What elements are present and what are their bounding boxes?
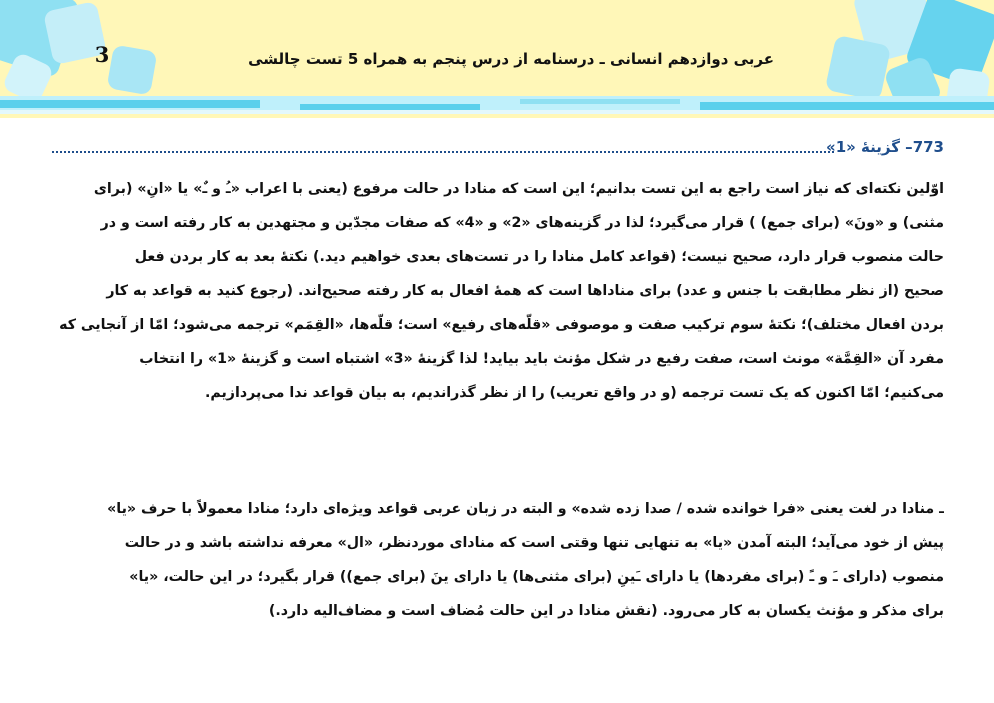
page-header: [0, 0, 994, 118]
text-line: پیش از خود می‌آید؛ البته آمدن «یا» به تنهایی تنها وقتی است که منادای موردنظر، «ال» معرفه نداشته باشد و در حالت: [124, 535, 944, 551]
decor-square: [107, 45, 158, 96]
decor-stripe: [0, 110, 994, 114]
text-line: ـ منادا در لغت یعنی «فرا خوانده شده / صدا زده شده» و البته در زبان عربی قواعد ویژه‌ای دارد؛ منادا معمولاً با حرف «یا»: [107, 501, 944, 517]
text-line: مثنی) و «ونَ» (برای جمع) ) قرار می‌گیرد؛ لذا در گزینه‌های «2» و «4» که صفات مجدّین و مجتهدین به کار رفته است و در: [100, 215, 944, 231]
text-line: می‌کنیم؛ امّا اکنون که یک تست ترجمه (و در واقع تعریب) را از نظر گذراندیم، به بیان قواعد ندا می‌پردازیم.: [204, 385, 944, 401]
decor-stripe: [520, 99, 680, 104]
decor-stripe: [700, 102, 994, 110]
explanation-paragraph: [50, 172, 944, 410]
text-line: مفرد آن «القِمَّة» مونث است، صفت رفیع در شکل مؤنث باید بیاید! لذا گزینۀ «3» اشتباه است و گزینۀ «1» را انتخاب: [139, 351, 944, 367]
decor-stripe: [0, 100, 260, 108]
header-title: عربی دوازدهم انسانی ـ درسنامه از درس پنجم به همراه 5 تست چالشی: [248, 50, 774, 68]
text-line: حالت منصوب قرار دارد، صحیح نیست؛ (قواعد کامل منادا را در تست‌های بعدی خواهیم دید.) نکتۀ بعد به کار بردن فعل: [134, 249, 944, 265]
page-number: 3: [94, 42, 110, 67]
decor-square: [825, 35, 891, 101]
text-line: اوّلین نکته‌ای که نیاز است راجع به این تست بدانیم؛ این است که منادا در حالت مرفوع (یعنی با اعراب «ـُ و ـٌ» یا «انِ» (برای: [93, 181, 944, 197]
text-line: بردن افعال مختلف)؛ نکتۀ سوم ترکیب صفت و موصوفی «قلّه‌های رفیع» است؛ قلّه‌ها، «القِمَم» ترجمه می‌شود؛ امّا از آنجایی که: [59, 317, 944, 333]
grammar-paragraph: [50, 492, 944, 628]
answer-heading: 773– گزینۀ «1»: [826, 138, 944, 156]
text-line: منصوب (دارای ـَ و ـً (برای مفردها) یا دارای ـَینِ (برای مثنی‌ها) یا دارای ینَ (برای جمع)) قرار بگیرد؛ در این حالت، «یا»: [129, 569, 944, 585]
dotted-divider: [52, 151, 834, 153]
text-line: صحیح (از نظر مطابقت با جنس و عدد) برای مناداها است که همۀ افعال به کار رفته صحیح‌اند. (رجوع کنید به قواعد به کار: [106, 283, 944, 299]
text-line: برای مذکر و مؤنث یکسان به کار می‌رود. (نقش منادا در این حالت مُضاف است و مضاف‌الیه دارد.): [268, 603, 944, 619]
